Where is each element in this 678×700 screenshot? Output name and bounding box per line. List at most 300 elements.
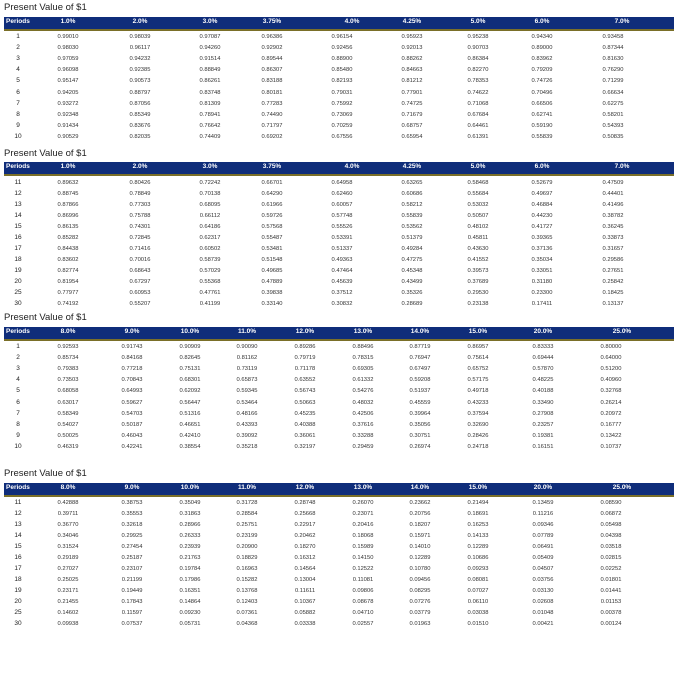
rate-header: 12.0% xyxy=(295,328,315,335)
table-header-bar xyxy=(4,327,674,341)
value-cell: 0.79383 xyxy=(57,366,79,373)
value-cell: 0.85282 xyxy=(57,235,79,241)
value-cell: 0.70138 xyxy=(199,191,221,197)
value-cell: 0.86261 xyxy=(199,78,221,85)
value-cell: 0.65954 xyxy=(401,133,423,140)
period-cell: 15 xyxy=(14,223,22,230)
rate-header: 10.0% xyxy=(180,484,200,491)
value-cell: 0.16151 xyxy=(532,443,554,450)
value-cell: 0.37616 xyxy=(352,421,374,428)
rate-header: 15.0% xyxy=(468,484,488,491)
rate-header: 9.0% xyxy=(124,484,140,491)
rate-header: 7.0% xyxy=(614,18,630,25)
value-cell: 0.82645 xyxy=(179,355,201,362)
value-cell: 0.39838 xyxy=(261,290,283,296)
value-cell: 0.53562 xyxy=(401,224,423,230)
value-cell: 0.38554 xyxy=(179,443,201,450)
value-cell: 0.63552 xyxy=(294,377,316,384)
value-cell: 0.28584 xyxy=(236,511,258,517)
value-cell: 0.20972 xyxy=(600,410,622,417)
value-cell: 0.66112 xyxy=(199,213,221,219)
value-cell: 0.57029 xyxy=(199,268,221,274)
value-cell: 0.35326 xyxy=(401,290,423,296)
value-cell: 0.29586 xyxy=(602,257,624,263)
value-cell: 0.73119 xyxy=(236,366,258,373)
period-cell: 19 xyxy=(14,267,22,274)
value-cell: 0.88849 xyxy=(199,67,221,74)
rate-header: 5.0% xyxy=(470,163,486,170)
value-cell: 0.49697 xyxy=(531,191,553,197)
value-cell: 0.31728 xyxy=(236,500,258,506)
value-cell: 0.73069 xyxy=(331,111,353,118)
value-cell: 0.07027 xyxy=(467,588,489,594)
value-cell: 0.74726 xyxy=(531,78,553,85)
period-cell: 13 xyxy=(14,521,22,528)
value-cell: 0.14864 xyxy=(179,599,201,605)
value-cell: 0.08295 xyxy=(409,588,431,594)
value-cell: 0.37594 xyxy=(467,410,489,417)
value-cell: 0.70259 xyxy=(331,122,353,129)
value-cell: 0.62741 xyxy=(531,111,553,118)
table-row xyxy=(0,509,678,519)
value-cell: 0.04368 xyxy=(236,621,258,627)
value-cell: 0.78941 xyxy=(199,111,221,118)
value-cell: 0.83188 xyxy=(261,78,283,85)
period-cell: 6 xyxy=(16,88,20,96)
period-cell: 5 xyxy=(16,77,20,85)
value-cell: 0.16351 xyxy=(179,588,201,594)
value-cell: 0.21455 xyxy=(57,599,79,605)
value-cell: 0.66634 xyxy=(602,89,624,96)
value-cell: 0.29189 xyxy=(57,555,79,561)
value-cell: 0.50025 xyxy=(57,432,79,439)
value-cell: 0.36770 xyxy=(57,522,79,528)
value-cell: 0.98039 xyxy=(129,34,151,40)
value-cell: 0.02557 xyxy=(352,621,374,627)
value-cell: 0.47761 xyxy=(199,290,221,296)
period-cell: 17 xyxy=(14,565,22,572)
value-cell: 0.76642 xyxy=(199,122,221,129)
value-cell: 0.60953 xyxy=(129,290,151,296)
value-cell: 0.54276 xyxy=(352,388,374,395)
value-cell: 0.55368 xyxy=(199,279,221,285)
value-cell: 0.51316 xyxy=(179,410,201,417)
value-cell: 0.01048 xyxy=(532,610,554,616)
rate-header: 25.0% xyxy=(612,328,632,335)
value-cell: 0.02252 xyxy=(600,566,622,572)
value-cell: 0.47275 xyxy=(401,257,423,263)
period-cell: 16 xyxy=(14,234,22,241)
value-cell: 0.31180 xyxy=(531,279,553,285)
value-cell: 0.46043 xyxy=(121,432,143,439)
rate-header: 6.0% xyxy=(534,18,550,25)
value-cell: 0.01963 xyxy=(409,621,431,627)
value-cell: 0.79209 xyxy=(531,67,553,74)
period-cell: 13 xyxy=(14,201,22,208)
table-row xyxy=(0,597,678,607)
value-cell: 0.74192 xyxy=(57,301,79,307)
value-cell: 0.09938 xyxy=(57,621,79,627)
value-cell: 0.54393 xyxy=(602,122,624,129)
period-cell: 9 xyxy=(16,121,20,129)
value-cell: 0.88745 xyxy=(57,191,79,197)
rate-header: 3.0% xyxy=(202,18,218,25)
period-cell: 2 xyxy=(16,354,20,362)
value-cell: 0.62460 xyxy=(331,191,353,197)
value-cell: 0.42506 xyxy=(352,410,374,417)
value-cell: 0.06110 xyxy=(467,599,489,605)
value-cell: 0.12522 xyxy=(352,566,374,572)
value-cell: 0.74725 xyxy=(401,100,423,107)
period-cell: 14 xyxy=(14,212,22,219)
value-cell: 0.91514 xyxy=(199,56,221,63)
period-cell: 2 xyxy=(16,44,20,52)
value-cell: 0.55207 xyxy=(129,301,151,307)
value-cell: 0.77901 xyxy=(401,89,423,96)
value-cell: 0.15971 xyxy=(409,533,431,539)
value-cell: 0.68757 xyxy=(401,122,423,129)
value-cell: 0.07537 xyxy=(121,621,143,627)
value-cell: 0.16963 xyxy=(236,566,258,572)
value-cell: 0.59345 xyxy=(236,388,258,395)
value-cell: 0.23199 xyxy=(236,533,258,539)
value-cell: 0.43233 xyxy=(467,399,489,406)
value-cell: 0.43393 xyxy=(236,421,258,428)
value-cell: 0.48102 xyxy=(467,224,489,230)
value-cell: 0.30751 xyxy=(409,432,431,439)
value-cell: 0.34046 xyxy=(57,533,79,539)
value-cell: 0.18270 xyxy=(294,544,316,550)
value-cell: 0.14150 xyxy=(352,555,374,561)
period-cell: 20 xyxy=(14,278,22,285)
value-cell: 0.55839 xyxy=(401,213,423,219)
value-cell: 0.66701 xyxy=(261,180,283,186)
value-cell: 0.71299 xyxy=(602,78,624,85)
value-cell: 0.28689 xyxy=(401,301,423,307)
value-cell: 0.39365 xyxy=(531,235,553,241)
value-cell: 0.77303 xyxy=(129,202,151,208)
value-cell: 0.43630 xyxy=(467,246,489,252)
value-cell: 0.87719 xyxy=(409,344,431,350)
table-row xyxy=(0,54,678,64)
value-cell: 0.18425 xyxy=(602,290,624,296)
value-cell: 0.44401 xyxy=(602,191,624,197)
value-cell: 0.65752 xyxy=(467,366,489,373)
period-cell: 19 xyxy=(14,587,22,594)
period-cell: 20 xyxy=(14,598,22,605)
rate-header: 1.0% xyxy=(60,18,76,25)
value-cell: 0.29530 xyxy=(467,290,489,296)
table-row xyxy=(0,531,678,541)
table-header-bar xyxy=(4,483,674,497)
value-cell: 0.82270 xyxy=(467,67,489,74)
value-cell: 0.86996 xyxy=(57,213,79,219)
table-title: Present Value of $1 xyxy=(4,2,87,13)
value-cell: 0.42410 xyxy=(179,432,201,439)
value-cell: 0.02608 xyxy=(532,599,554,605)
value-cell: 0.19381 xyxy=(532,432,554,439)
table-row xyxy=(0,65,678,75)
table-row xyxy=(0,375,678,385)
value-cell: 0.01801 xyxy=(600,577,622,583)
value-cell: 0.03518 xyxy=(600,544,622,550)
value-cell: 0.71068 xyxy=(467,100,489,107)
table-row xyxy=(0,342,678,352)
period-cell: 1 xyxy=(16,343,20,350)
rate-header: 5.0% xyxy=(470,18,486,25)
value-cell: 0.67497 xyxy=(409,366,431,373)
value-cell: 0.29925 xyxy=(121,533,143,539)
value-cell: 0.20756 xyxy=(409,511,431,517)
value-cell: 0.47889 xyxy=(261,279,283,285)
value-cell: 0.94340 xyxy=(531,34,553,40)
value-cell: 0.00124 xyxy=(600,621,622,627)
period-cell: 30 xyxy=(14,620,22,627)
value-cell: 0.29459 xyxy=(352,443,374,450)
value-cell: 0.35034 xyxy=(531,257,553,263)
value-cell: 0.09456 xyxy=(409,577,431,583)
table-row xyxy=(0,132,678,142)
value-cell: 0.32618 xyxy=(121,522,143,528)
value-cell: 0.23939 xyxy=(179,544,201,550)
value-cell: 0.18068 xyxy=(352,533,374,539)
rate-header: 12.0% xyxy=(295,484,315,491)
value-cell: 0.72242 xyxy=(199,180,221,186)
table-row xyxy=(0,420,678,430)
value-cell: 0.86957 xyxy=(467,344,489,350)
value-cell: 0.07361 xyxy=(236,610,258,616)
value-cell: 0.94205 xyxy=(57,89,79,96)
value-cell: 0.55526 xyxy=(331,224,353,230)
value-cell: 0.74301 xyxy=(129,224,151,230)
value-cell: 0.95147 xyxy=(57,78,79,85)
value-cell: 0.39573 xyxy=(467,268,489,274)
value-cell: 0.84663 xyxy=(401,67,423,74)
table-row xyxy=(0,409,678,419)
value-cell: 0.68643 xyxy=(129,268,151,274)
value-cell: 0.59627 xyxy=(121,399,143,406)
value-cell: 0.10367 xyxy=(294,599,316,605)
value-cell: 0.17986 xyxy=(179,577,201,583)
value-cell: 0.23300 xyxy=(531,290,553,296)
value-cell: 0.83676 xyxy=(129,122,151,129)
value-cell: 0.71416 xyxy=(129,246,151,252)
value-cell: 0.03130 xyxy=(532,588,554,594)
value-cell: 0.50663 xyxy=(294,399,316,406)
value-cell: 0.33490 xyxy=(532,399,554,406)
table-row xyxy=(0,498,678,508)
rate-header: 4.0% xyxy=(344,18,360,25)
value-cell: 0.21763 xyxy=(179,555,201,561)
value-cell: 0.39964 xyxy=(409,410,431,417)
value-cell: 0.48225 xyxy=(532,377,554,384)
value-cell: 0.96386 xyxy=(261,34,283,40)
value-cell: 0.12403 xyxy=(236,599,258,605)
value-cell: 0.57870 xyxy=(532,366,554,373)
value-cell: 0.92385 xyxy=(129,67,151,74)
value-cell: 0.03779 xyxy=(409,610,431,616)
value-cell: 0.44230 xyxy=(531,213,553,219)
value-cell: 0.38782 xyxy=(602,213,624,219)
rate-header: 4.0% xyxy=(344,163,360,170)
value-cell: 0.50187 xyxy=(121,421,143,428)
value-cell: 0.51937 xyxy=(409,388,431,395)
period-cell: 5 xyxy=(16,387,20,395)
value-cell: 0.20462 xyxy=(294,533,316,539)
value-cell: 0.39711 xyxy=(57,511,79,517)
value-cell: 0.85480 xyxy=(331,67,353,74)
value-cell: 0.70016 xyxy=(129,257,151,263)
value-cell: 0.64461 xyxy=(467,122,489,129)
value-cell: 0.83602 xyxy=(57,257,79,263)
table-row xyxy=(0,266,678,276)
value-cell: 0.11216 xyxy=(532,511,554,517)
value-cell: 0.28966 xyxy=(179,522,201,528)
value-cell: 0.31863 xyxy=(179,511,201,517)
table-row xyxy=(0,189,678,199)
value-cell: 0.27454 xyxy=(121,544,143,550)
rate-header: 14.0% xyxy=(410,328,430,335)
rate-header: 3.75% xyxy=(262,163,282,170)
period-cell: 4 xyxy=(16,66,20,74)
value-cell: 0.64000 xyxy=(600,355,622,362)
rate-header: 2.0% xyxy=(132,18,148,25)
value-cell: 0.13004 xyxy=(294,577,316,583)
value-cell: 0.40388 xyxy=(294,421,316,428)
value-cell: 0.80426 xyxy=(129,180,151,186)
value-cell: 0.70496 xyxy=(531,89,553,96)
rate-header: 14.0% xyxy=(410,484,430,491)
value-cell: 0.37136 xyxy=(531,246,553,252)
period-cell: 11 xyxy=(14,179,22,186)
value-cell: 0.94260 xyxy=(199,45,221,52)
value-cell: 0.40188 xyxy=(532,388,554,395)
value-cell: 0.16253 xyxy=(467,522,489,528)
value-cell: 0.59208 xyxy=(409,377,431,384)
value-cell: 0.67556 xyxy=(331,133,353,140)
value-cell: 0.05409 xyxy=(532,555,554,561)
value-cell: 0.58468 xyxy=(467,180,489,186)
rate-header: 4.25% xyxy=(402,18,422,25)
value-cell: 0.66506 xyxy=(531,100,553,107)
value-cell: 0.80000 xyxy=(600,344,622,350)
value-cell: 0.11081 xyxy=(352,577,374,583)
value-cell: 0.09293 xyxy=(467,566,489,572)
value-cell: 0.86384 xyxy=(467,56,489,63)
value-cell: 0.33288 xyxy=(352,432,374,439)
value-cell: 0.08590 xyxy=(600,500,622,506)
value-cell: 0.95238 xyxy=(467,34,489,40)
period-cell: 6 xyxy=(16,398,20,406)
period-cell: 7 xyxy=(16,409,20,417)
table-header-bar xyxy=(4,17,674,31)
value-cell: 0.09806 xyxy=(352,588,374,594)
value-cell: 0.01510 xyxy=(467,621,489,627)
rate-header: 1.0% xyxy=(60,163,76,170)
value-cell: 0.65873 xyxy=(236,377,258,384)
period-cell: 8 xyxy=(16,110,20,118)
value-cell: 0.38753 xyxy=(121,500,143,506)
table-row xyxy=(0,575,678,585)
rate-header: 10.0% xyxy=(180,328,200,335)
value-cell: 0.57568 xyxy=(261,224,283,230)
value-cell: 0.47464 xyxy=(331,268,353,274)
value-cell: 0.61966 xyxy=(261,202,283,208)
value-cell: 0.75131 xyxy=(179,366,201,373)
table-title: Present Value of $1 xyxy=(4,468,87,479)
value-cell: 0.12289 xyxy=(467,544,489,550)
table-row xyxy=(0,200,678,210)
value-cell: 0.90529 xyxy=(57,133,79,140)
value-cell: 0.71178 xyxy=(294,366,316,373)
value-cell: 0.58739 xyxy=(199,257,221,263)
value-cell: 0.68301 xyxy=(179,377,201,384)
value-cell: 0.77977 xyxy=(57,290,79,296)
value-cell: 0.61332 xyxy=(352,377,374,384)
value-cell: 0.81954 xyxy=(57,279,79,285)
value-cell: 0.13137 xyxy=(602,301,624,307)
rate-header: 9.0% xyxy=(124,328,140,335)
value-cell: 0.04710 xyxy=(352,610,374,616)
table-row xyxy=(0,43,678,53)
value-cell: 0.82035 xyxy=(129,133,151,140)
value-cell: 0.11611 xyxy=(294,588,316,594)
period-cell: 17 xyxy=(14,245,22,252)
value-cell: 0.02815 xyxy=(600,555,622,561)
value-cell: 0.07276 xyxy=(409,599,431,605)
value-cell: 0.72845 xyxy=(129,235,151,241)
value-cell: 0.41496 xyxy=(602,202,624,208)
period-cell: 25 xyxy=(14,609,22,616)
value-cell: 0.86135 xyxy=(57,224,79,230)
value-cell: 0.84168 xyxy=(121,355,143,362)
value-cell: 0.15282 xyxy=(236,577,258,583)
value-cell: 0.01441 xyxy=(600,588,622,594)
value-cell: 0.03038 xyxy=(467,610,489,616)
value-cell: 0.89000 xyxy=(531,45,553,52)
value-cell: 0.92456 xyxy=(331,45,353,52)
value-cell: 0.62275 xyxy=(602,100,624,107)
value-cell: 0.54027 xyxy=(57,421,79,428)
value-cell: 0.58212 xyxy=(401,202,423,208)
table-row xyxy=(0,32,678,42)
table-row xyxy=(0,608,678,618)
value-cell: 0.10686 xyxy=(467,555,489,561)
value-cell: 0.28426 xyxy=(467,432,489,439)
value-cell: 0.32690 xyxy=(467,421,489,428)
value-cell: 0.62317 xyxy=(199,235,221,241)
rate-header: 13.0% xyxy=(353,328,373,335)
period-cell: 3 xyxy=(16,365,20,373)
table-row xyxy=(0,244,678,254)
periods-label: Periods xyxy=(6,18,30,25)
value-cell: 0.76947 xyxy=(409,355,431,362)
value-cell: 0.36061 xyxy=(294,432,316,439)
value-cell: 0.20416 xyxy=(352,522,374,528)
value-cell: 0.16777 xyxy=(600,421,622,428)
table-row xyxy=(0,619,678,629)
table-row xyxy=(0,386,678,396)
value-cell: 0.82774 xyxy=(57,268,79,274)
value-cell: 0.63017 xyxy=(57,399,79,406)
value-cell: 0.83962 xyxy=(531,56,553,63)
period-cell: 18 xyxy=(14,576,22,583)
table-row xyxy=(0,431,678,441)
value-cell: 0.05498 xyxy=(600,522,622,528)
value-cell: 0.15989 xyxy=(352,544,374,550)
value-cell: 0.41727 xyxy=(531,224,553,230)
value-cell: 0.26214 xyxy=(600,399,622,406)
